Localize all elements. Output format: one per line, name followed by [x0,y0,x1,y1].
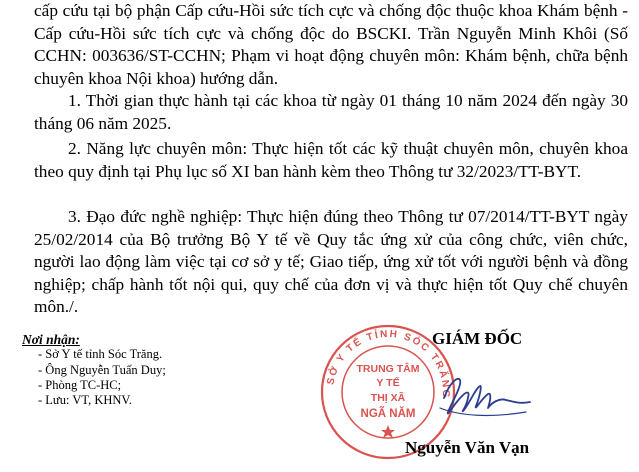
signature-mark [430,368,540,426]
stamp-line-1: TRUNG TÂM [356,363,420,375]
stamp-line-4: NGÃ NĂM [360,408,416,420]
recipient-item: - Phòng TC-HC; [38,378,252,393]
paragraph-item-1: 1. Thời gian thực hành tại các khoa từ ngày 01 tháng 10 năm 2024 đến ngày 30 tháng 06 năm 2025. [34,91,628,133]
paragraph-item-3: 3. Đạo đức nghề nghiệp: Thực hiện đúng theo Thông tư 07/2014/TT-BYT ngày 25/02/2014 của Bộ trưởng Bộ Y tế về Quy tắc ứng xử của công chức, viên chức, người lao động làm việc tại cơ sở y tế; Giao tiếp, ứng xử tốt với người bệnh và đồng nghiệp; chấp hành tốt nội qui, quy chế của đơn vị và thực hiện tốt Quy chế chuyên môn./. [34,207,628,316]
recipient-item: - Ông Nguyễn Tuấn Duy; [38,363,252,378]
recipients-list [22,347,252,408]
stamp-line-3: THỊ XÃ [370,392,406,404]
signer-name: Nguyễn Văn Vạn [405,438,530,457]
stamp-line-2: Y TẾ [376,377,400,389]
stamp-ring-text: SỞ Y TẾ TỈNH SÓC TRĂNG [325,328,452,400]
recipients-block [22,332,252,408]
recipient-item: - Sở Y tế tỉnh Sóc Trăng. [38,347,252,362]
stamp-star-icon [381,425,395,438]
director-title: GIÁM ĐỐC [432,329,523,348]
recipients-heading: Nơi nhận: [22,332,80,347]
paragraph-intro: cấp cứu tại bộ phận Cấp cứu-Hồi sức tích cực và chống độc thuộc khoa Khám bệnh - Cấp cứu-Hồi sức tích cực và chống độc do BSCKI. Trần Nguyễn Minh Khôi (Số CCHN: 003636/ST-CCHN; Phạm vi hoạt động chuyên môn: Khám bệnh, chữa bệnh chuyên khoa Nội khoa) hướng dẫn. [34,1,628,88]
paragraph-item-2: 2. Năng lực chuyên môn: Thực hiện tốt các kỹ thuật chuyên môn, chuyên khoa theo quy định tại Phụ lục số XI ban hành kèm theo Thông tư 32/2023/TT-BYT. [34,139,628,181]
recipient-item: - Lưu: VT, KHNV. [38,393,252,408]
